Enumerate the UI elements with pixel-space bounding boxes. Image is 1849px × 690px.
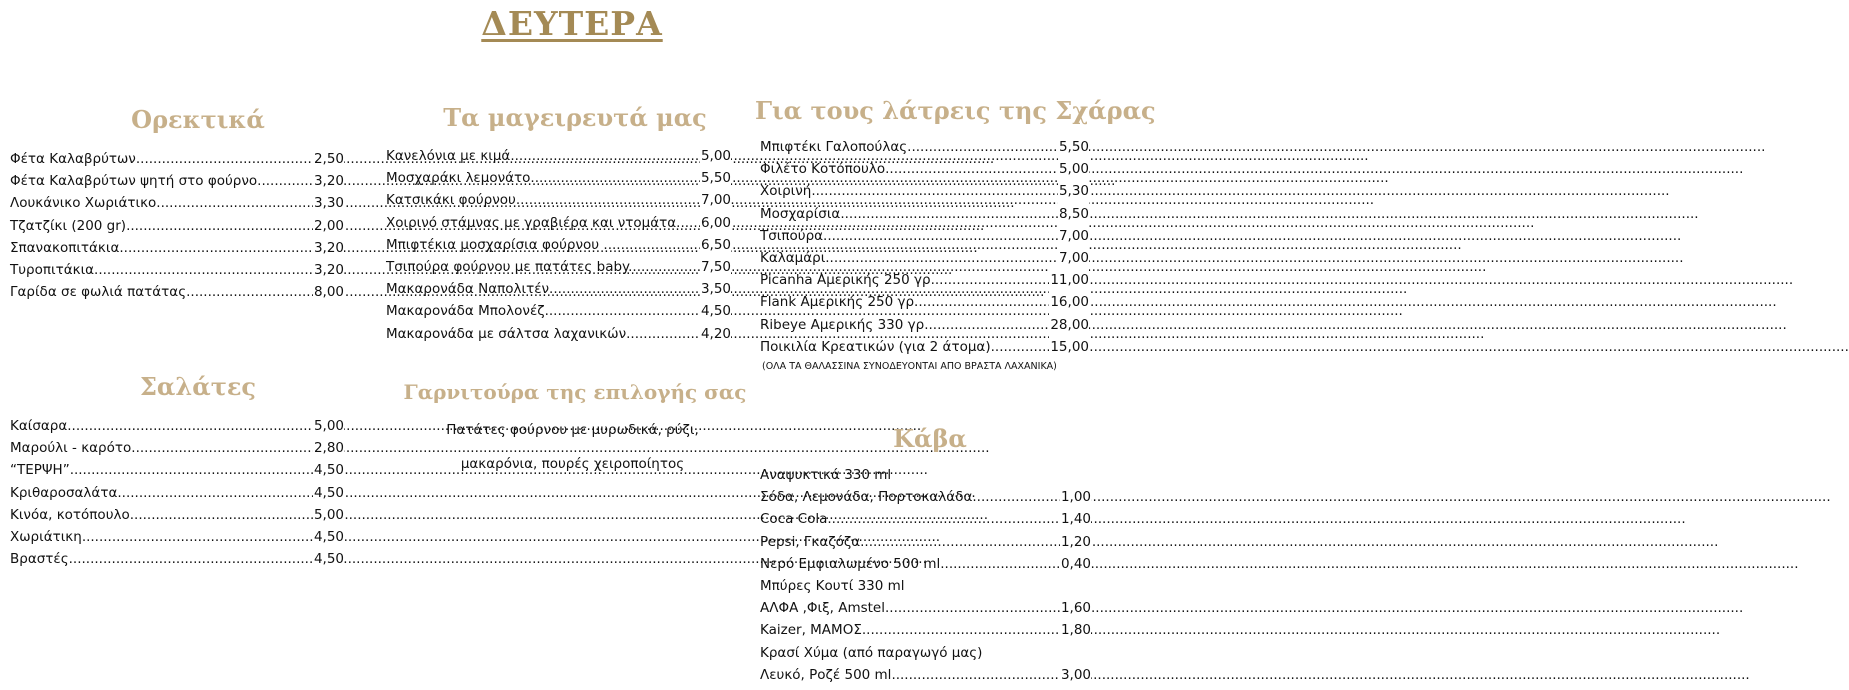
menu-item	[10, 148, 344, 170]
item-price: 1,20	[1060, 531, 1091, 553]
page-title: ΔΕΥΤΕΡΑ	[481, 4, 663, 43]
menu-item	[760, 158, 1089, 180]
salates-list	[10, 415, 344, 570]
menu-item	[10, 437, 344, 459]
item-price: 16,00	[1049, 291, 1089, 313]
item-name: ΑΛΦΑ ,Φιξ, Amstel .....	[760, 600, 1743, 616]
menu-item	[760, 136, 1089, 158]
menu-item	[386, 300, 731, 322]
item-price: 1,40	[1060, 508, 1091, 530]
menu-item	[760, 180, 1089, 202]
item-name: Μακαρονάδα Μπολονέζ .....	[386, 303, 1403, 319]
item-price: 0,40	[1060, 553, 1091, 575]
menu-item	[760, 225, 1089, 247]
menu-item	[386, 278, 731, 300]
item-name: Ποικιλία Κρεατικών (για 2 άτομα) .....	[760, 339, 1849, 355]
garnish-line-1: Πατάτες φούρνου με μυρωδικά, ρύζι,	[446, 422, 699, 438]
item-price: 1,80	[1060, 619, 1091, 641]
item-price: 5,00	[313, 415, 344, 437]
section-heading-sxara: Για τους λάτρεις της Σχάρας	[755, 96, 1156, 125]
menu-item	[760, 247, 1089, 269]
item-name: Κανελόνια με κιμά .....	[386, 148, 1369, 164]
menu-item	[760, 203, 1089, 225]
item-name: Χοιρινό στάμνας με γραβιέρα και ντομάτα .....	[386, 215, 1534, 231]
item-name: Τζατζίκι (200 gr) .....	[10, 218, 984, 234]
item-price: 6,00	[700, 212, 731, 234]
item-name: Σπανακοπιτάκια .....	[10, 240, 978, 256]
menu-item	[386, 234, 731, 256]
menu-item	[760, 314, 1089, 336]
menu-item	[10, 281, 344, 303]
item-price: 7,00	[700, 189, 731, 211]
item-price: 3,30	[313, 192, 344, 214]
section-heading-garnitoura: Γαρνιτούρα της επιλογής σας	[403, 380, 747, 404]
menu-item	[386, 256, 731, 278]
item-price: 7,00	[1058, 247, 1089, 269]
item-price: 4,50	[700, 300, 731, 322]
menu-item	[10, 526, 344, 548]
item-name: Νερό Εμφιαλωμένο 500 ml .....	[760, 556, 1799, 572]
item-price: 3,00	[1060, 664, 1091, 686]
item-price: 2,50	[313, 148, 344, 170]
item-price: 5,50	[1058, 136, 1089, 158]
menu-item	[10, 237, 344, 259]
section-heading-orektika: Ορεκτικά	[131, 105, 265, 134]
menu-category	[760, 464, 1091, 486]
item-price: 5,50	[700, 167, 731, 189]
mageireuta-list	[386, 145, 731, 345]
item-name: Χωριάτικη .....	[10, 529, 940, 545]
item-price: 2,00	[313, 215, 344, 237]
item-name: Χοιρινή .....	[760, 183, 1670, 199]
sxara-list	[760, 136, 1089, 358]
item-name: Μπιφτέκια μοσχαρίσια φούρνου .....	[386, 237, 1462, 253]
menu-item	[10, 215, 344, 237]
item-name: Λουκάνικο Χωριάτικο .....	[10, 195, 1015, 211]
item-price: 8,00	[313, 281, 344, 303]
menu-item	[760, 269, 1089, 291]
menu-item	[10, 170, 344, 192]
item-name: Τυροπιτάκια .....	[10, 262, 952, 278]
item-price: 1,60	[1060, 597, 1091, 619]
menu-category	[760, 642, 1091, 664]
item-price: 3,20	[313, 170, 344, 192]
item-price: 7,00	[1058, 225, 1089, 247]
menu-item	[386, 189, 731, 211]
item-price: 5,30	[1058, 180, 1089, 202]
menu-item	[386, 323, 731, 345]
item-name: Τσιπούρα φούρνου με πατάτες baby .....	[386, 259, 1486, 275]
section-heading-mageireuta: Τα μαγειρευτά μας	[443, 103, 707, 132]
section-heading-kava: Κάβα	[893, 424, 967, 453]
menu-item	[760, 508, 1091, 530]
item-name: Ribeye Αμερικής 330 γρ. .....	[760, 317, 1787, 333]
menu-item	[10, 259, 344, 281]
item-price: 4,50	[313, 459, 344, 481]
item-name: Kaizer, ΜΑΜΟΣ .....	[760, 622, 1720, 638]
orektika-list	[10, 148, 344, 303]
menu-item	[10, 192, 344, 214]
item-name: Κριθαροσαλάτα .....	[10, 485, 976, 501]
item-price: 15,00	[1049, 336, 1089, 358]
item-name: Καλαμάρι .....	[760, 250, 1684, 266]
item-name: Μοσχαράκι λεμονάτο .....	[386, 170, 1389, 186]
menu-item	[10, 415, 344, 437]
item-price: 4,20	[700, 323, 731, 345]
menu-item	[760, 597, 1091, 619]
seafood-note: (ΟΛΑ ΤΑ ΘΑΛΑΣΣΙΝΑ ΣΥΝΟΔΕΥΟΝΤΑΙ ΑΠΟ ΒΡΑΣΤΑ ΛΑΧΑΝΙΚΑ)	[762, 361, 1057, 372]
item-name: Φέτα Καλαβρύτων .....	[10, 151, 994, 167]
item-price: 28,00	[1049, 314, 1089, 336]
menu-category	[760, 575, 1091, 597]
menu-item	[386, 145, 731, 167]
item-price: 4,50	[313, 482, 344, 504]
garnish-line-2: μακαρόνια, πουρές χειροποίητος	[460, 456, 685, 472]
menu-item	[760, 664, 1091, 686]
item-name: Τσιπούρα .....	[760, 228, 1681, 244]
item-price: 4,50	[313, 548, 344, 570]
section-heading-salates: Σαλάτες	[139, 372, 257, 401]
item-name: Κατσικάκι φούρνου .....	[386, 192, 1374, 208]
menu-item	[386, 212, 731, 234]
menu-item	[10, 482, 344, 504]
menu-item	[760, 486, 1091, 508]
item-price: 3,20	[313, 237, 344, 259]
item-price: 1,00	[1060, 486, 1091, 508]
item-name: Coca Cola .....	[760, 511, 1686, 527]
menu-item	[760, 531, 1091, 553]
item-name: Φέτα Καλαβρύτων ψητή στο φούρνο .....	[10, 173, 1115, 189]
item-name: “ΤΕΡΨΗ” .....	[10, 462, 928, 478]
menu-item	[10, 459, 344, 481]
item-price: 3,20	[313, 259, 344, 281]
item-price: 5,00	[1058, 158, 1089, 180]
item-name: Flank Αμερικής 250 γρ. .....	[760, 294, 1777, 310]
item-name: Φιλέτο Κοτόπουλο .....	[760, 161, 1743, 177]
item-price: 3,50	[700, 278, 731, 300]
item-name: Μπύρες Κουτί 330 ml	[760, 578, 905, 595]
item-price: 6,50	[700, 234, 731, 256]
item-name: Pepsi, Γκαζόζα .....	[760, 534, 1718, 550]
item-name: Κινόα, κοτόπουλο .....	[10, 507, 988, 523]
item-name: Λευκό, Ροζέ 500 ml .....	[760, 667, 1750, 683]
item-name: Καίσαρα .....	[10, 418, 926, 434]
menu-item	[760, 619, 1091, 641]
item-price: 2,80	[313, 437, 344, 459]
item-name: Βραστές .....	[10, 551, 927, 567]
menu-item	[386, 167, 731, 189]
item-name: Αναψυκτικά 330 ml	[760, 467, 892, 483]
item-price: 5,00	[313, 504, 344, 526]
menu-item	[760, 291, 1089, 313]
item-name: Picanha Αμερικής 250 γρ. .....	[760, 272, 1793, 288]
item-name: Κρασί Χύμα (από παραγωγό μας)	[760, 644, 983, 661]
item-price: 11,00	[1049, 269, 1089, 291]
menu-item	[10, 504, 344, 526]
menu-item	[10, 548, 344, 570]
item-price: 5,00	[700, 145, 731, 167]
item-price: 8,50	[1058, 203, 1089, 225]
item-price: 4,50	[313, 526, 344, 548]
item-name: Γαρίδα σε φωλιά πατάτας .....	[10, 284, 1044, 300]
item-name: Μακαρονάδα με σάλτσα λαχανικών .....	[386, 326, 1484, 342]
kava-list	[760, 464, 1091, 686]
item-name: Σόδα, Λεμονάδα, Πορτοκαλάδα .....	[760, 489, 1831, 505]
item-name: Μαρούλι - καρότο .....	[10, 440, 990, 456]
item-name: Μπιφτέκι Γαλοπούλας .....	[760, 139, 1765, 155]
menu-item	[760, 336, 1089, 358]
item-name: Μοσχαρίσια .....	[760, 206, 1699, 222]
menu-item	[760, 553, 1091, 575]
item-name: Μακαρονάδα Ναπολιτέν .....	[386, 281, 1407, 297]
item-price: 7,50	[700, 256, 731, 278]
